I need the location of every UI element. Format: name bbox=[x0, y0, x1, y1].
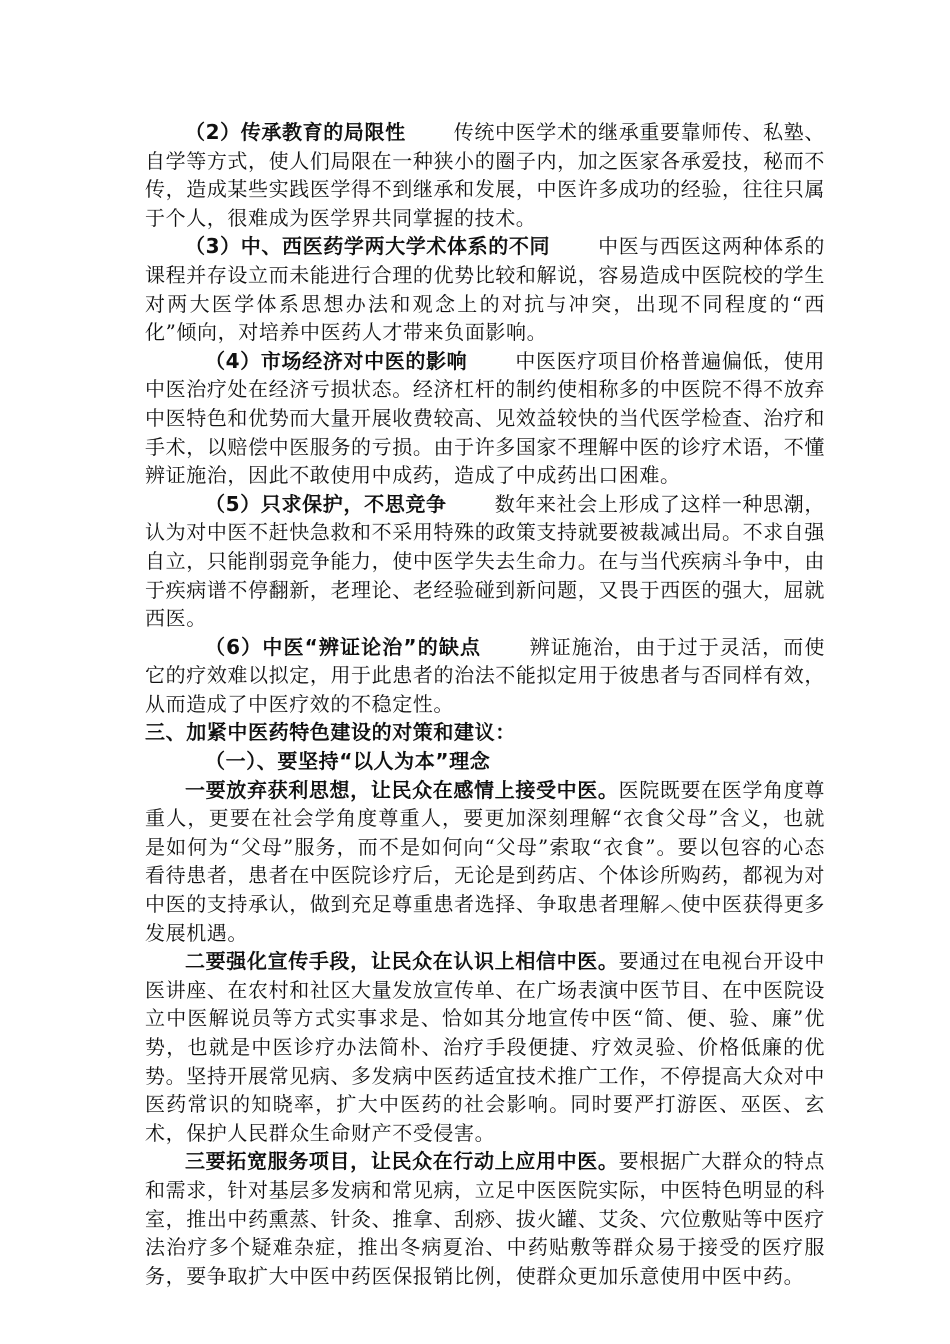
text-point-two: 要通过在电视台开设中医讲座、在农村和社区大量发放宣传单、在广场表演中医节目、在中医院设立中医解说员等方式实事求是、恰如其分地宣传中医“简、便、验、廉”优势，也就是中医诊疗办法简朴、治疗手段便捷、疗效灵验、价格低廉的优势。坚持开展常见病、多发病中医药适宜技术推广工作，不停提高大众对中医药常识的知晓率，扩大中医药的社会影响。同时要严打游医、巫医、玄术，保护人民群众生命财产不受侵害。 bbox=[145, 949, 825, 1145]
subsection-one-heading: （一）、要坚持“以人为本”理念 bbox=[205, 749, 491, 774]
heading-point-three: 三要拓宽服务项目，让民众在行动上应用中医。 bbox=[185, 1149, 619, 1174]
section-three-title bbox=[145, 718, 825, 747]
paragraph-two-systems bbox=[145, 232, 825, 346]
paragraph-diagnosis-flaws bbox=[145, 633, 825, 719]
paragraph-point-three bbox=[145, 1147, 825, 1290]
subsection-one-title bbox=[145, 747, 825, 776]
heading-point-one: 一要放弃获利思想，让民众在感情上接受中医。 bbox=[185, 777, 619, 802]
heading-diagnosis-flaws: （6）中医“辨证论治”的缺点 bbox=[205, 634, 482, 659]
heading-education-limits: （2）传承教育的局限性 bbox=[185, 120, 406, 144]
text-point-three: 要根据广大群众的特点和需求，针对基层多发病和常见病，立足中医医院实际，中医特色明显的科室，推出中药熏蒸、针灸、推拿、刮痧、拔火罐、艾灸、穴位敷贴等中医疗法治疗多个疑难杂症，推出冬病夏治、中药贴敷等群众易于接受的医疗服务，要争取扩大中医中药医保报销比例，使群众更加乐意使用中医中药。 bbox=[145, 1149, 825, 1288]
text-protection: 数年来社会上形成了这样一种思潮，认为对中医不赶快急救和不采用特殊的政策支持就要被裁减出局。不求自强自立，只能削弱竞争能力，使中医学失去生命力。在与当代疾病斗争中，由于疾病谱不停翻新，老理论、老经验碰到新问题，又畏于西医的强大，屈就西医。 bbox=[145, 491, 825, 631]
paragraph-market-economy bbox=[145, 347, 825, 490]
heading-protection: （5）只求保护，不思竞争 bbox=[205, 491, 447, 516]
paragraph-point-two bbox=[145, 947, 825, 1147]
paragraph-protection bbox=[145, 490, 825, 633]
text-two-systems: 中医与西医这两种体系的课程并存设立而未能进行合理的优势比较和解说，容易造成中医院校的学生对两大医学体系思想办法和观念上的对抗与冲突，出现不同程度的“西化”倾向，对培养中医药人才带来负面影响。 bbox=[145, 234, 825, 345]
heading-two-systems: （3）中、西医药学两大学术体系的不同 bbox=[185, 234, 551, 259]
text-diagnosis-flaws: 辨证施治，由于过于灵活，而使它的疗效难以拟定，用于此患者的治法不能拟定用于彼患者与否同样有效，从而造成了中医疗效的不稳定性。 bbox=[145, 634, 826, 716]
heading-point-two: 二要强化宣传手段，让民众在认识上相信中医。 bbox=[185, 949, 619, 974]
text-market-economy: 中医医疗项目价格普遍偏低，使用中医治疗处在经济亏损状态。经济杠杆的制约使相称多的中医院不得不放弃中医特色和优势而大量开展收费较高、见效益较快的当代医学检查、治疗和手术，以赔偿中医服务的亏损。由于许多国家不理解中医的诊疗术语，不懂辨证施治，因此不敢使用中成药，造成了中成药出口困难。 bbox=[145, 348, 825, 488]
text-point-one: 医院既要在医学角度尊重人，更要在社会学角度尊重人，要更加深刻理解“衣食父母”含义，也就是如何为“父母”服务，而不是如何向“父母”索取“衣食”。要以包容的心态看待患者，患者在中医院诊疗后，无论是到药店、个体诊所购药，都视为对中医的支持承认，做到充足尊重患者选择、争取患者理解︿使中医获得更多发展机遇。 bbox=[145, 777, 825, 945]
section-three-heading: 三、加紧中医药特色建设的对策和建议： bbox=[145, 720, 516, 745]
document-body bbox=[145, 118, 825, 1290]
heading-market-economy: （4）市场经济对中医的影响 bbox=[205, 348, 468, 373]
paragraph-point-one bbox=[145, 776, 825, 948]
paragraph-education-limits bbox=[145, 118, 825, 232]
text-education-limits: 传统中医学术的继承重要靠师传、私塾、自学等方式，使人们局限在一种狭小的圈子内，加之医家各承爱技，秘而不传，造成某些实践医学得不到继承和发展，中医许多成功的经验，往往只属于个人，很难成为医学界共同掌握的技术。 bbox=[145, 120, 825, 230]
